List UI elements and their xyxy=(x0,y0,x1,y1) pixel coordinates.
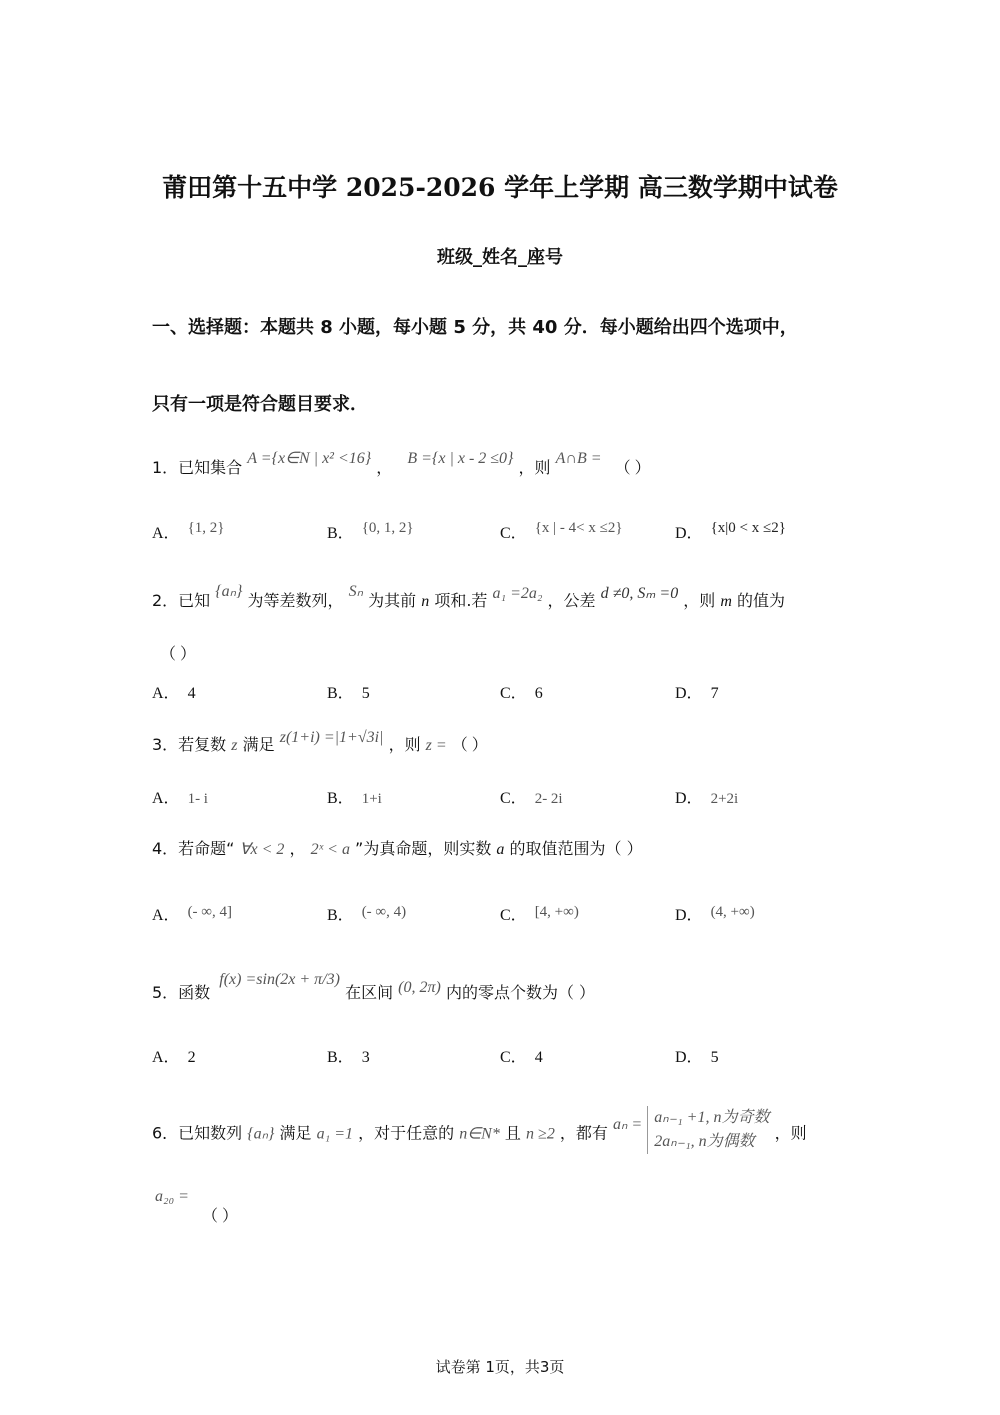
question-text: 1．已知集合 xyxy=(152,458,243,477)
piecewise-case-even: 2aₙ₋₁, n为偶数 xyxy=(654,1133,755,1150)
option-c[interactable] xyxy=(500,1044,543,1067)
question-1 xyxy=(152,450,651,478)
option-label: C． xyxy=(500,907,527,924)
option-value: 4 xyxy=(534,1049,543,1066)
math-expression: n∈N* xyxy=(459,1125,500,1143)
question-text: ，对于任意的 xyxy=(358,1123,455,1143)
math-expression: 2ˣ < a xyxy=(310,841,350,858)
question-text: 的取值范围为（ ） xyxy=(509,839,643,858)
option-a[interactable] xyxy=(152,902,232,925)
option-label: D． xyxy=(675,525,703,542)
option-label: B． xyxy=(327,1049,354,1066)
question-2 xyxy=(152,583,786,611)
option-label: B． xyxy=(327,525,354,542)
option-value: (4, +∞) xyxy=(710,904,755,920)
option-value: {0, 1, 2} xyxy=(361,520,414,536)
option-value: 3 xyxy=(361,1049,370,1066)
option-label: A． xyxy=(152,525,180,542)
student-info-line: 班级_姓名_座号 xyxy=(437,247,563,268)
option-value: 6 xyxy=(534,685,543,702)
question-text: 且 xyxy=(504,1123,521,1143)
math-expression: z = xyxy=(425,737,447,754)
question-text: 2．已知 xyxy=(152,591,211,610)
answer-paren: （ ） xyxy=(202,1208,239,1225)
math-expression: ∀x < 2 xyxy=(239,841,285,858)
option-label: D． xyxy=(675,1049,703,1066)
math-expression: f(x) =sin(2x + π/3) xyxy=(219,971,340,988)
option-value: 5 xyxy=(710,1049,719,1066)
question-text: 为其前 xyxy=(368,591,417,610)
option-label: B． xyxy=(327,907,354,924)
question-text: ， xyxy=(376,458,393,477)
math-variable: m xyxy=(720,593,732,610)
math-variable: a xyxy=(496,841,505,858)
option-b[interactable] xyxy=(327,785,382,808)
question-text: 5．函数 xyxy=(152,983,211,1002)
question-text: 的值为 xyxy=(737,591,786,610)
option-label: A． xyxy=(152,907,180,924)
math-variable: z xyxy=(231,737,238,754)
option-c[interactable] xyxy=(500,785,563,808)
question-text: 6．已知数列 xyxy=(152,1123,243,1143)
math-expression: Sₙ xyxy=(348,583,364,600)
question-text: ，则 xyxy=(774,1123,807,1143)
math-expression: B ={x | x - 2 ≤0} xyxy=(407,450,514,467)
answer-paren: （ ） xyxy=(451,737,488,754)
question-text: ”为真命题，则实数 xyxy=(355,839,492,858)
math-expression: a₂₀ = xyxy=(155,1188,189,1205)
question-text: 为等差数列， xyxy=(247,591,344,610)
option-value: 4 xyxy=(187,685,196,702)
option-c[interactable] xyxy=(500,520,623,543)
option-label: C． xyxy=(500,790,527,807)
question-text: ，则 xyxy=(683,591,716,610)
math-expression: A ={x∈N | x² <16} xyxy=(247,450,372,467)
math-variable: n xyxy=(421,593,430,610)
question-text: ， xyxy=(289,839,306,858)
option-value: [4, +∞) xyxy=(534,904,579,920)
option-label: D． xyxy=(675,790,703,807)
option-label: B． xyxy=(327,790,354,807)
option-a[interactable] xyxy=(152,785,208,808)
option-value: 1- i xyxy=(187,791,208,807)
option-d[interactable] xyxy=(675,902,755,925)
option-label: D． xyxy=(675,685,703,702)
option-c[interactable] xyxy=(500,680,543,703)
option-value: 1+i xyxy=(361,791,382,807)
option-value: (- ∞, 4) xyxy=(361,904,407,920)
question-text: 满足 xyxy=(279,1123,312,1143)
option-label: A． xyxy=(152,790,180,807)
option-d[interactable] xyxy=(675,680,719,703)
option-a[interactable] xyxy=(152,1044,196,1067)
option-a[interactable] xyxy=(152,520,224,543)
option-value: 2+2i xyxy=(710,791,739,807)
option-a[interactable] xyxy=(152,680,196,703)
math-expression: {aₙ} xyxy=(247,1125,275,1143)
option-label: B． xyxy=(327,685,354,702)
question-text: 4．若命题“ xyxy=(152,839,235,858)
option-label: C． xyxy=(500,685,527,702)
math-expression: (0, 2π) xyxy=(398,979,441,996)
question-6 xyxy=(152,1110,807,1158)
option-d[interactable] xyxy=(675,1044,719,1067)
section-heading-line1: 一、选择题：本题共 8 小题，每小题 5 分，共 40 分．每小题给出四个选项中， xyxy=(152,317,798,338)
question-5 xyxy=(152,971,596,1003)
option-b[interactable] xyxy=(327,902,406,925)
option-c[interactable] xyxy=(500,902,579,925)
option-label: A． xyxy=(152,1049,180,1066)
option-value: 7 xyxy=(710,685,719,702)
math-expression: d ≠0, Sₘ =0 xyxy=(600,585,679,602)
question-text: 内的零点个数为（ ） xyxy=(445,983,596,1002)
question-text: 3．若复数 xyxy=(152,735,227,754)
option-value: 5 xyxy=(361,685,370,702)
answer-paren: （ ） xyxy=(614,460,651,477)
option-value: 2- 2i xyxy=(534,791,563,807)
question-text: ，则 xyxy=(388,735,421,754)
option-d[interactable] xyxy=(675,785,738,808)
option-b[interactable] xyxy=(327,1044,370,1067)
piecewise-definition xyxy=(647,1106,769,1154)
option-b[interactable] xyxy=(327,520,414,543)
page-footer: 试卷第 1页，共3页 xyxy=(435,1358,565,1376)
question-text: 在区间 xyxy=(345,983,394,1002)
question-text: 项和.若 xyxy=(434,591,488,610)
math-expression: aₙ = xyxy=(613,1115,643,1133)
option-value: {1, 2} xyxy=(187,520,225,536)
question-3 xyxy=(152,729,488,755)
math-expression: n ≥2 xyxy=(526,1125,555,1143)
option-value: 2 xyxy=(187,1049,196,1066)
piecewise-case-odd: aₙ₋₁ +1, n为奇数 xyxy=(654,1109,770,1126)
section-heading-line2: 只有一项是符合题目要求． xyxy=(152,394,368,415)
math-expression: A∩B = xyxy=(555,450,602,467)
option-label: C． xyxy=(500,525,527,542)
option-value: (- ∞, 4] xyxy=(187,904,232,920)
question-text: ，公差 xyxy=(547,591,596,610)
option-b[interactable] xyxy=(327,680,370,703)
math-expression: z(1+i) =|1+√3i| xyxy=(279,729,384,746)
option-label: C． xyxy=(500,1049,527,1066)
answer-paren: （ ） xyxy=(160,646,197,663)
option-label: A． xyxy=(152,685,180,702)
page-title: 莆田第十五中学 2025-2026 学年上学期 高三数学期中试卷 xyxy=(162,173,838,202)
option-value: {x | - 4< x ≤2} xyxy=(534,520,623,536)
option-label: D． xyxy=(675,907,703,924)
option-d[interactable] xyxy=(675,520,786,543)
math-expression: a₁ =1 xyxy=(316,1125,354,1143)
question-text: ，都有 xyxy=(559,1123,608,1143)
question-text: ，则 xyxy=(518,458,551,477)
question-text: 满足 xyxy=(242,735,275,754)
math-expression: {aₙ} xyxy=(215,583,243,600)
math-expression: a₁ =2a₂ xyxy=(492,585,543,602)
question-4 xyxy=(152,836,643,859)
option-value: {x|0 < x ≤2} xyxy=(710,520,786,536)
